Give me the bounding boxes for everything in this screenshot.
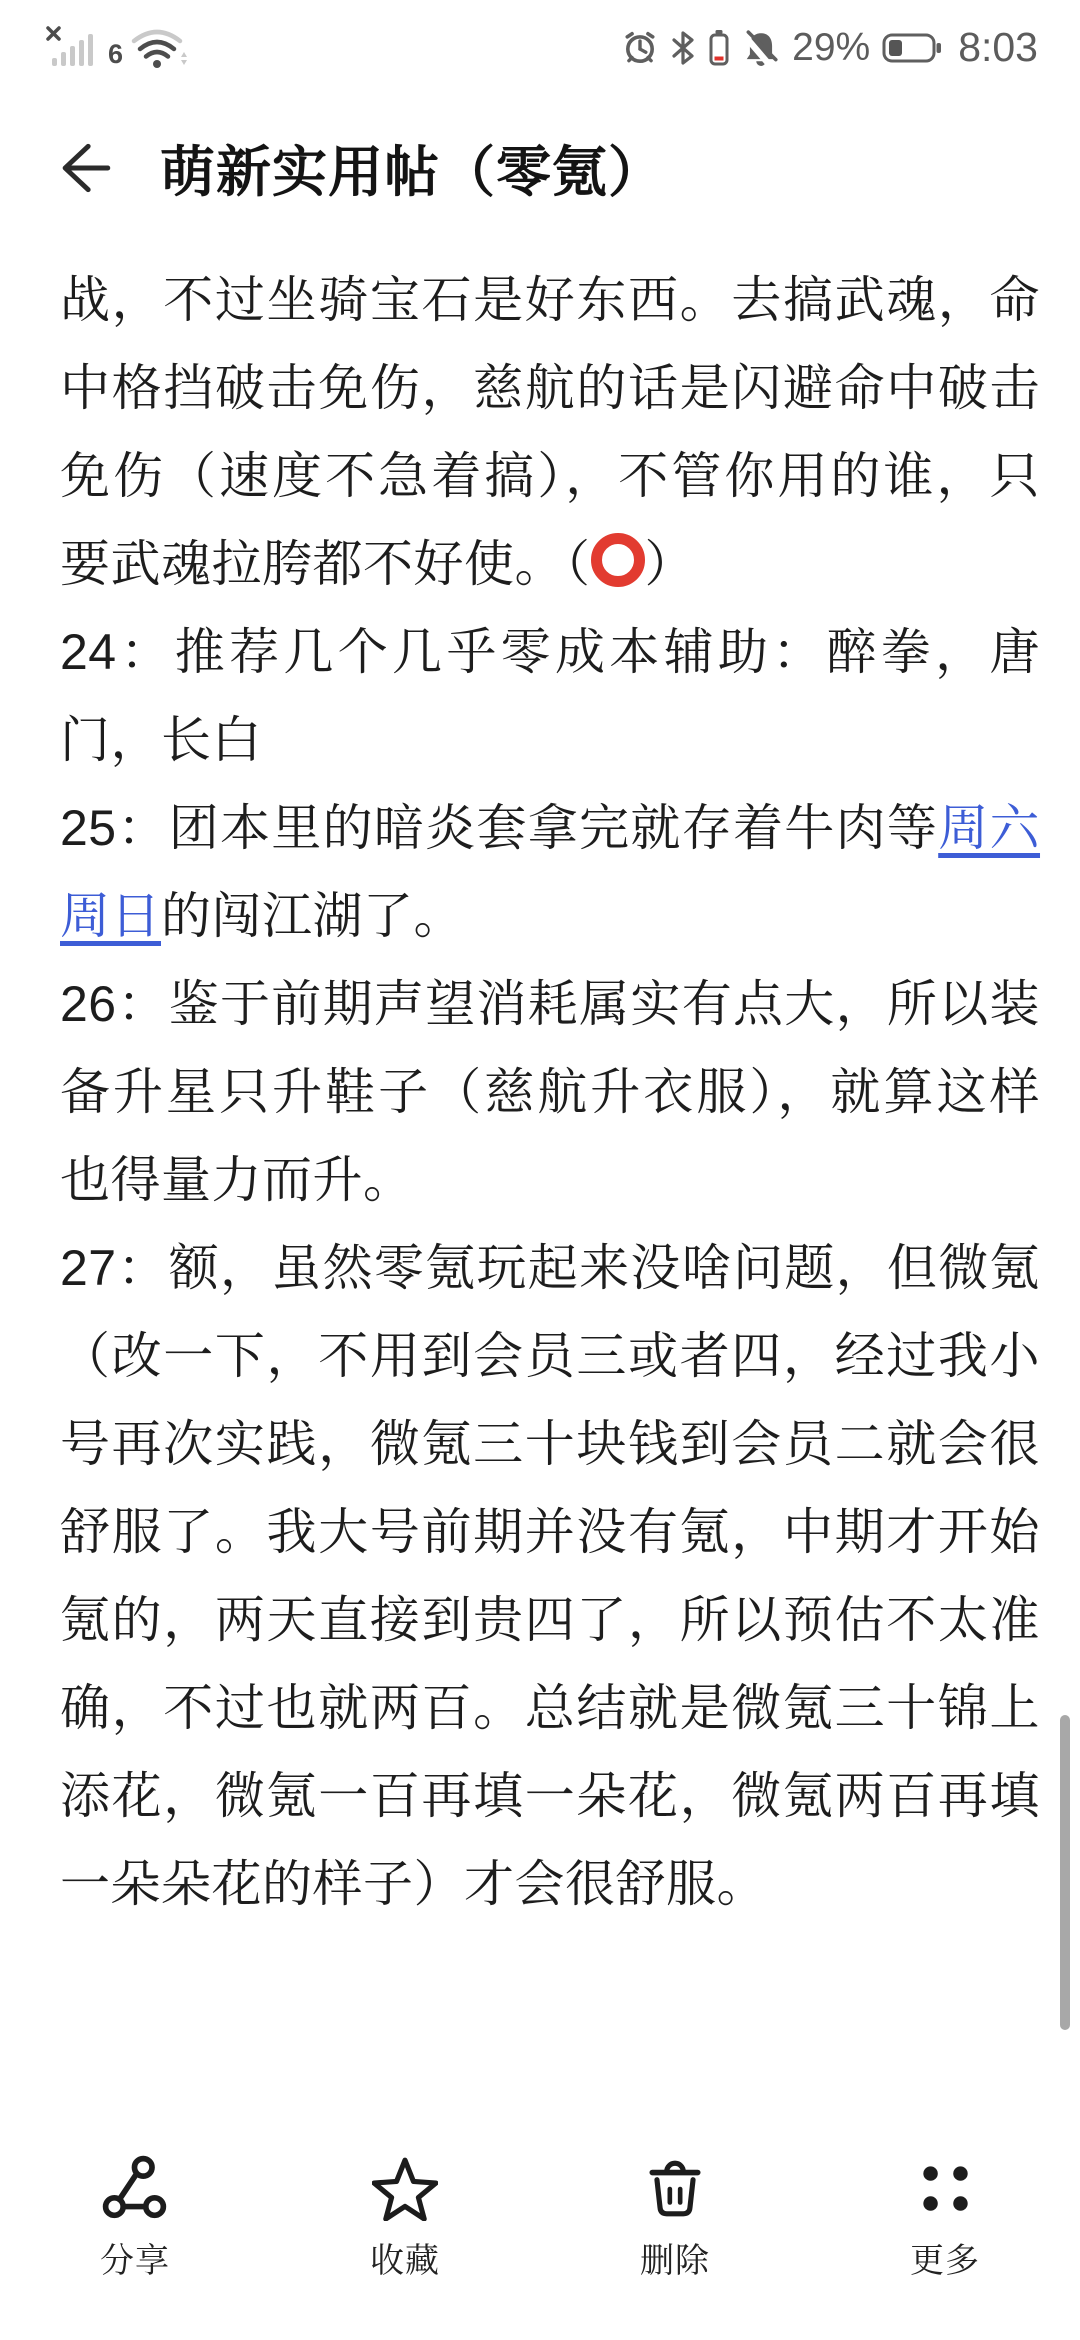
red-circle-emoji <box>591 533 645 587</box>
clock-label: 8:03 <box>958 24 1038 70</box>
favorite-button[interactable] <box>270 2155 540 2282</box>
scrollbar-thumb[interactable] <box>1060 1715 1070 2030</box>
notifications-muted-icon <box>742 29 780 67</box>
more-button[interactable] <box>810 2155 1080 2282</box>
alarm-clock-icon <box>622 30 658 66</box>
back-button[interactable] <box>56 140 112 196</box>
favorite-label: 收藏 <box>370 2242 440 2280</box>
note-paragraph: 27：额，虽然零氪玩起来没啥问题，但微氪（改一下，不用到会员三或者四，经过我小号再次实践，微氪三十块钱到会员二就会很舒服了。我大号前期并没有氪，中期才开始氪的，两天直接到贵四了，所以预估不太准确，不过也就两百。总结就是微氪三十锦上添花，微氪一百再填一朵花，微氪两百再填一朵朵花的样子）才会很舒服。 <box>60 1240 1040 1912</box>
wifi-icon <box>129 26 191 70</box>
battery-icon <box>882 31 942 65</box>
bottom-toolbar <box>0 2145 1080 2340</box>
note-paragraph: 24：推荐几个几乎零成本辅助：醉拳，唐门，长白 <box>60 624 1040 768</box>
left-arrow-icon <box>56 140 112 196</box>
share-button[interactable] <box>0 2155 270 2282</box>
note-paragraph: 26：鉴于前期声望消耗属实有点大，所以装备升星只升鞋子（慈航升衣服），就算这样也得量力而升。 <box>60 976 1040 1208</box>
status-bar-right <box>622 24 1038 71</box>
star-icon <box>372 2155 438 2221</box>
more-label: 更多 <box>910 2242 980 2280</box>
note-paragraph: 25：团本里的暗炎套拿完就存着牛肉等周六周日的闯江湖了。 <box>60 800 1041 944</box>
page-title: 萌新实用帖（零氪） <box>160 141 665 203</box>
share-icon <box>102 2155 168 2221</box>
note-paragraph: 战，不过坐骑宝石是好东西。去搞武魂，命中格挡破击免伤，慈航的话是闪避命中破击免伤（速度不急着搞），不管你用的谁，只要武魂拉胯都不好使。（ ） <box>60 272 1040 592</box>
delete-label: 删除 <box>640 2242 710 2280</box>
share-label: 分享 <box>100 2242 170 2280</box>
signal-strength-icon <box>46 26 96 70</box>
trash-icon <box>642 2155 708 2221</box>
four-dots-icon <box>912 2155 978 2221</box>
wifi-generation-label: 6 <box>108 39 124 69</box>
bluetooth-icon <box>670 29 696 67</box>
status-bar <box>0 0 1080 95</box>
inline-link[interactable]: 周六周日 <box>60 800 1041 944</box>
device-battery-low-icon <box>708 28 730 68</box>
battery-percent-label: 29% <box>792 25 871 69</box>
header <box>56 128 1040 207</box>
note-body <box>60 256 1040 1928</box>
delete-button[interactable] <box>540 2155 810 2282</box>
status-bar-left <box>46 25 191 70</box>
